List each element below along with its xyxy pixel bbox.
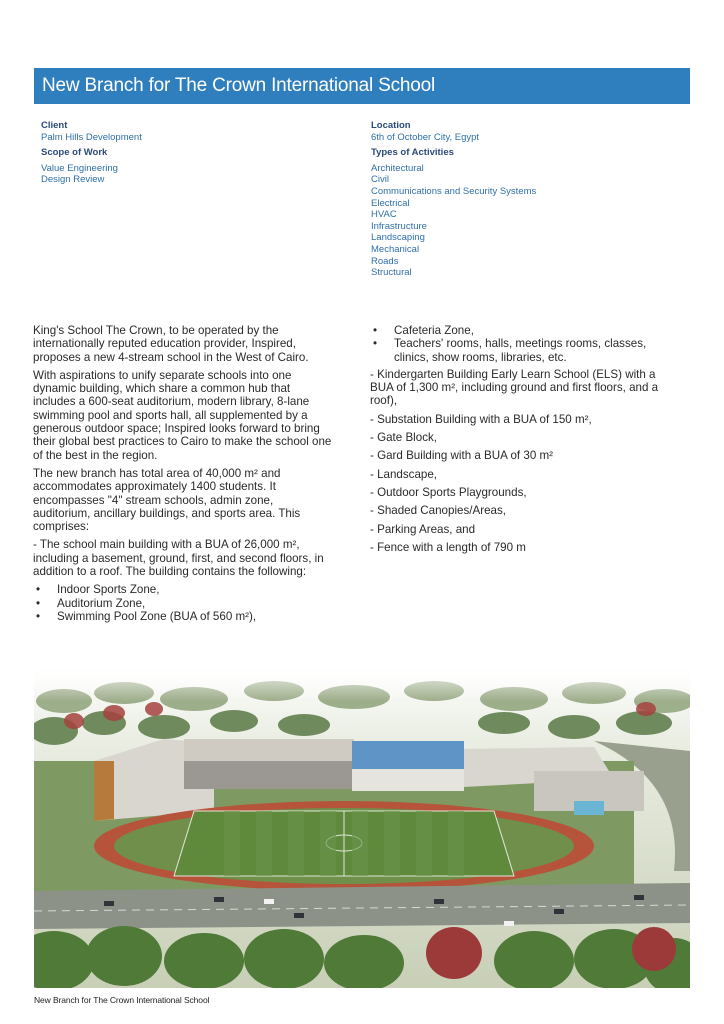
item-substation: - Substation Building with a BUA of 150 m², <box>370 412 592 426</box>
activity-item: Mechanical <box>371 243 420 255</box>
body-column-right <box>370 324 680 559</box>
activity-item: Electrical <box>371 197 410 209</box>
client-value: Palm Hills Development <box>41 131 142 143</box>
location-label: Location <box>371 120 411 131</box>
aerial-rendering <box>34 661 690 988</box>
scope-label: Scope of Work <box>41 147 108 159</box>
list-item: • Cafeteria Zone, <box>370 324 680 337</box>
activity-item: HVAC <box>371 209 397 221</box>
paragraph-main-building: - The school main building with a BUA of 26,000 m², including a basement, ground, first, and second floors, in addition to a roof. The building contains the following: <box>33 538 324 579</box>
meta-right <box>371 120 671 279</box>
scope-item: Value Engineering <box>41 162 118 174</box>
paragraph-intro: King's School The Crown, to be operated by the internationally reputed education provider, Inspired, proposes a new 4-stream school in the West of Cairo. <box>33 324 309 364</box>
activity-item: Infrastructure <box>371 220 427 232</box>
list-item: • Swimming Pool Zone (BUA of 560 m²), <box>33 610 333 623</box>
paragraph-area: The new branch has total area of 40,000 m² and accommodates approximately 1400 students. It encompasses "4" stream schools, admin zone, auditorium, ancillary buildings, and sports area. This comprises: <box>33 466 301 534</box>
paragraph-aspirations: With aspirations to unify separate schools into one dynamic building, which share a common hub that includes a 600-seat auditorium, modern library, 8-lane swimming pool and sports hall, all supplemented by a generous outdoor space; Inspired looks forward to bring their global best practices to Cairo to make the school one of the best in the region. <box>33 368 332 462</box>
list-item: • Teachers' rooms, halls, meetings rooms, classes, clinics, show rooms, libraries, etc. <box>370 337 680 364</box>
activity-item: Architectural <box>371 162 424 174</box>
body-column-left <box>33 324 333 627</box>
activity-item: Roads <box>371 255 399 267</box>
activity-item: Landscaping <box>371 232 425 244</box>
item-fence: - Fence with a length of 790 m <box>370 540 526 554</box>
item-sports-playgrounds: - Outdoor Sports Playgrounds, <box>370 485 527 499</box>
location-value: 6th of October City, Egypt <box>371 131 480 143</box>
item-gate-block: - Gate Block, <box>370 431 438 445</box>
zones-list-left <box>33 583 333 623</box>
item-landscape: - Landscape, <box>370 467 438 481</box>
activity-item: Communications and Security Systems <box>371 185 537 197</box>
title-bar <box>34 68 690 104</box>
meta-left <box>41 120 301 186</box>
list-item: • Auditorium Zone, <box>33 597 333 610</box>
activity-item: Civil <box>371 174 389 186</box>
scope-item: Design Review <box>41 174 105 186</box>
item-parking: - Parking Areas, and <box>370 522 476 536</box>
list-item: • Indoor Sports Zone, <box>33 583 333 596</box>
activity-item: Structural <box>371 267 412 279</box>
client-label: Client <box>41 120 68 131</box>
zones-list-right <box>370 324 680 364</box>
footer-caption: New Branch for The Crown International School <box>34 995 210 1005</box>
item-kindergarten: - Kindergarten Building Early Learn School (ELS) with a BUA of 1,300 m², including ground and first floors, and a roof), <box>370 367 659 408</box>
item-gard-building: - Gard Building with a BUA of 30 m² <box>370 449 554 463</box>
activities-label: Types of Activities <box>371 147 454 159</box>
item-shaded-canopies: - Shaded Canopies/Areas, <box>370 504 506 518</box>
page-title: New Branch for The Crown International School <box>42 75 436 96</box>
